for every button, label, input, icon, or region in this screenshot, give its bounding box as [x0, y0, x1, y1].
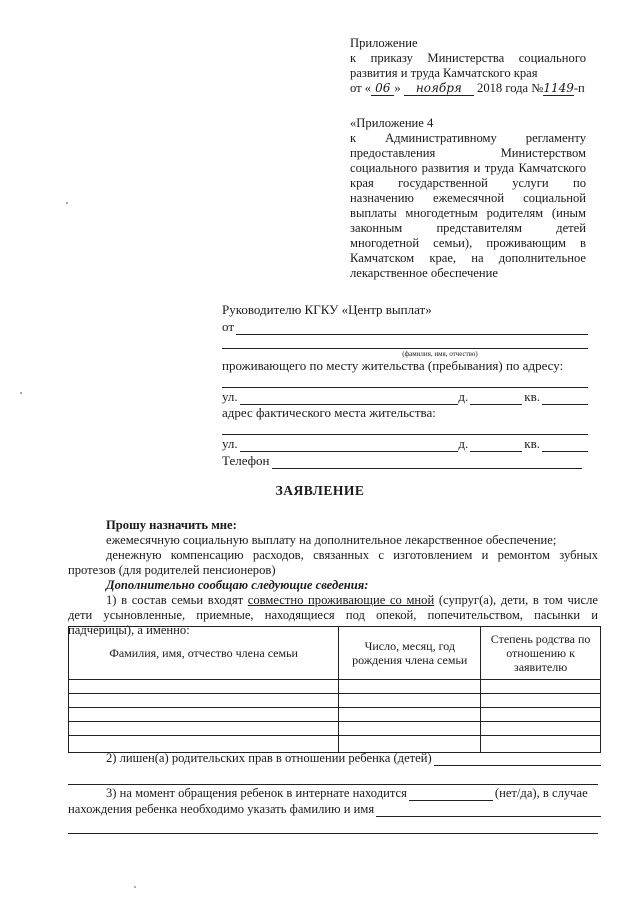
- order-month: ноября: [404, 81, 474, 96]
- table-cell[interactable]: [339, 680, 481, 694]
- scan-speck: [66, 202, 68, 204]
- appendix4-line4: социального развития и труда Камчатского: [350, 161, 586, 175]
- table-cell[interactable]: [339, 708, 481, 722]
- actual-apt-label: кв.: [524, 436, 540, 451]
- appendix4-line10: Камчатском крае, на дополнительное: [350, 251, 586, 265]
- document-title: ЗАЯВЛЕНИЕ: [275, 483, 365, 498]
- q3-row-2: [68, 802, 601, 817]
- request-item1: ежемесячную социальную выплату на дополнительное лекарственное обеспечение;: [106, 533, 557, 547]
- q3-row: [68, 786, 601, 801]
- table-cell[interactable]: [69, 694, 339, 708]
- actual-house-field[interactable]: [470, 439, 522, 452]
- table-header-row: [69, 627, 601, 680]
- house-label: д.: [458, 389, 469, 404]
- appendix4-line5: края государственной услуги по: [350, 176, 586, 190]
- table-row: [69, 722, 601, 736]
- appendix-line1: Приложение: [350, 36, 418, 50]
- q3-line-2[interactable]: [68, 833, 598, 834]
- appendix-line3: развития и труда Камчатского края: [350, 66, 538, 80]
- table-cell[interactable]: [481, 736, 601, 753]
- table-row: [69, 694, 601, 708]
- from-row-2: [222, 335, 588, 349]
- addressee-to-text: Руководителю КГКУ «Центр выплат»: [222, 302, 432, 317]
- q2-row: [68, 751, 601, 766]
- family-members-table: [68, 626, 601, 753]
- info-p1-a: 1) в состав семьи входят: [106, 593, 248, 607]
- addressee-block: [222, 302, 588, 469]
- request-item2: денежную компенсацию расходов, связанных с изготовлением и ремонтом зубных протезов (для родителей пенсионеров): [68, 548, 598, 577]
- order-date-line: [350, 81, 586, 96]
- scan-speck: [20, 392, 22, 394]
- name-caption: (фамилия, имя, отчество): [402, 350, 478, 358]
- table-cell[interactable]: [339, 736, 481, 753]
- request-section: [68, 518, 598, 638]
- phone-field[interactable]: [272, 456, 582, 469]
- apt-label: кв.: [524, 389, 540, 404]
- residence-field[interactable]: [222, 375, 588, 388]
- table-cell[interactable]: [481, 722, 601, 736]
- house-field[interactable]: [470, 392, 522, 405]
- q3-label-c: нахождения ребенка необходимо указать фамилию и имя: [68, 802, 375, 816]
- phone-row: [222, 452, 588, 469]
- appendix-header: [350, 36, 586, 96]
- actual-street-field[interactable]: [240, 439, 459, 452]
- street-field[interactable]: [240, 392, 459, 405]
- appendix-line2: к приказу Министерства социального: [350, 51, 586, 65]
- actual-address-row: [222, 405, 588, 421]
- table-cell[interactable]: [481, 708, 601, 722]
- request-heading: Прошу назначить мне:: [106, 518, 237, 532]
- actual-address-field[interactable]: [222, 422, 588, 435]
- actual-house-label: д.: [458, 436, 469, 451]
- from-name-field[interactable]: [236, 322, 588, 335]
- table-row: [69, 736, 601, 753]
- residing-label: проживающего по месту жительства (пребывания) по адресу:: [222, 358, 564, 373]
- order-prefix: от «: [350, 81, 372, 95]
- street-label: ул.: [222, 389, 238, 404]
- apt-field[interactable]: [542, 392, 588, 405]
- table-cell[interactable]: [481, 694, 601, 708]
- table-row: [69, 680, 601, 694]
- actual-address-label: адрес фактического места жительства:: [222, 405, 436, 420]
- q2-field[interactable]: [434, 752, 601, 766]
- actual-street-row: [222, 435, 588, 452]
- q3-label-a: 3) на момент обращения ребенок в интернате находится: [106, 786, 407, 800]
- table-row: [69, 708, 601, 722]
- header-full-name: Фамилия, имя, отчество члена семьи: [69, 627, 339, 680]
- from-row: [222, 318, 588, 335]
- q3-field-yesno[interactable]: [409, 788, 493, 801]
- table-cell[interactable]: [69, 736, 339, 753]
- order-suffix: -п: [573, 81, 585, 95]
- appendix4-line8: законным представителям детей: [350, 221, 586, 235]
- appendix4-line9: многодетной семьи), проживающим в: [350, 236, 586, 250]
- from-label: от: [222, 319, 235, 334]
- order-year-text: 2018 года №: [477, 81, 544, 95]
- appendix4-line11: лекарственное обеспечение: [350, 266, 498, 280]
- actual-address-line: [222, 421, 588, 435]
- appendix4-line6: назначению ежемесячной социальной: [350, 191, 586, 205]
- appendix4-line1: «Приложение 4: [350, 116, 434, 130]
- actual-apt-field[interactable]: [542, 439, 588, 452]
- header-birth-date: Число, месяц, год рождения члена семьи: [339, 627, 481, 680]
- q2-line-2[interactable]: [68, 784, 598, 785]
- q3-label-b: (нет/да), в случае: [494, 786, 588, 800]
- table-cell[interactable]: [339, 722, 481, 736]
- order-mid: »: [394, 81, 401, 95]
- residing-row: [222, 358, 588, 374]
- table-cell[interactable]: [339, 694, 481, 708]
- addressee-to: [222, 302, 588, 318]
- info-heading: Дополнительно сообщаю следующие сведения:: [106, 578, 369, 592]
- actual-street-label: ул.: [222, 436, 238, 451]
- table-cell[interactable]: [69, 680, 339, 694]
- appendix4-line2: к Административному регламенту: [350, 131, 586, 145]
- header-relation: Степень родства по отношению к заявителю: [481, 627, 601, 680]
- appendix4-block: [350, 116, 586, 281]
- info-p1-underlined: совместно проживающие со мной: [247, 593, 435, 607]
- order-day: 06: [371, 81, 394, 96]
- residence-line: [222, 374, 588, 388]
- q2-label: 2) лишен(а) родительских прав в отношении ребенка (детей): [106, 751, 432, 765]
- info-p1-b: (супруг(а), дети, в том числе дети усыновленные, приемные, находящиеся под опекой, попечительством, пасынки и падчерицы), а именно:: [68, 593, 598, 637]
- from-name-field-2[interactable]: [222, 336, 588, 349]
- order-number: 1149: [543, 81, 574, 95]
- appendix4-line7: выплаты многодетным родителям (иным: [350, 206, 586, 220]
- phone-label: Телефон: [222, 453, 270, 468]
- table-cell[interactable]: [481, 680, 601, 694]
- appendix4-line3: предоставления Министерством: [350, 146, 586, 160]
- residence-street-row: [222, 388, 588, 405]
- table-cell[interactable]: [69, 708, 339, 722]
- table-cell[interactable]: [69, 722, 339, 736]
- scan-speck: [134, 886, 136, 888]
- q3-field-name[interactable]: [376, 803, 601, 817]
